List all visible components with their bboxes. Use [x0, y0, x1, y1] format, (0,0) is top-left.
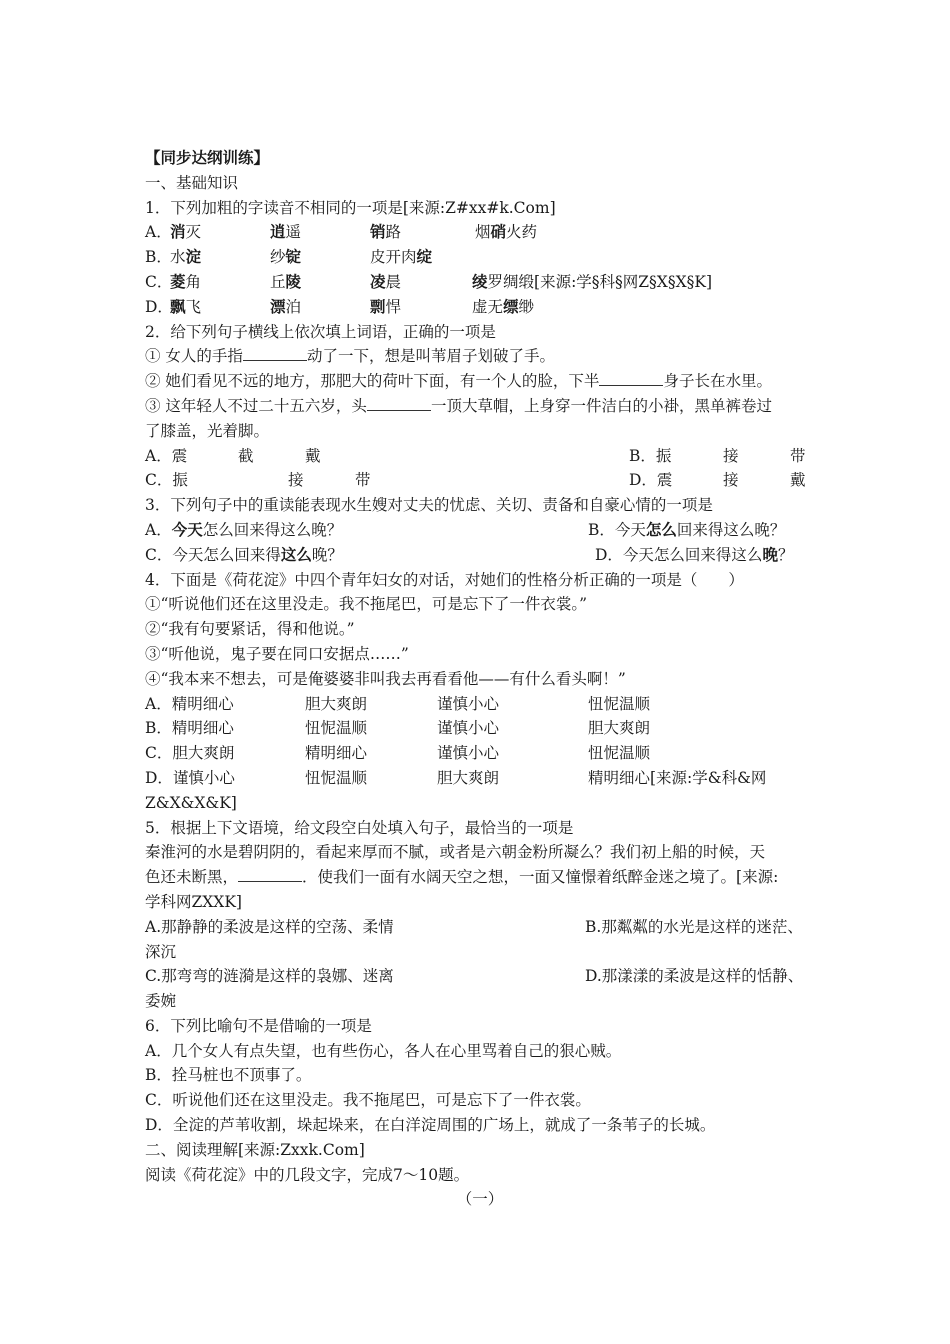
question-6-stem: 6．下列比喻句不是借喻的一项是 [145, 1016, 372, 1035]
part-label: （一） [456, 1190, 504, 1209]
question-5-options-ab: A.那静静的柔波是这样的空荡、柔情 B.那粼粼的水光是这样的迷茫、 [145, 917, 803, 936]
section-basic-knowledge: 一、基础知识 [145, 173, 239, 192]
question-1-option-b: B． 水淀 纱锭 皮开肉绽 [145, 247, 433, 267]
reading-intro: 阅读《荷花淀》中的几段文字，完成7～10题。 [145, 1165, 470, 1184]
question-2-stem: 2．给下列句子横线上依次填上词语，正确的一项是 [145, 322, 496, 341]
question-2-options-cd: C．振 接 带 D．震 接 戴 [145, 471, 806, 490]
question-4-stem: 4．下面是《荷花淀》中四个青年妇女的对话，对她们的性格分析正确的一项是（ ） [145, 570, 744, 589]
question-6-option-b: B．拴马桩也不顶事了。 [145, 1066, 312, 1085]
question-1-option-d: D． 飘飞 漂泊 剽悍 虚无缥缈 [145, 296, 535, 316]
question-6-option-c: C．听说他们还在这里没走。我不拖尾巴，可是忘下了一件衣裳。 [145, 1091, 591, 1110]
question-4-option-c: C．胆大爽朗 精明细心 谨慎小心 忸怩温顺 [145, 744, 651, 763]
question-2-sentence-3: ③ 这年轻人不过二十五六岁，头 一顶大草帽，上身穿一件洁白的小褂，黑单裤卷过 [145, 396, 772, 415]
question-4-dialogue-4: ④“我本来不想去，可是俺婆婆非叫我去再看看他——有什么看头啊！” [145, 669, 626, 688]
question-4-option-d-cont: Z&X&X&K] [145, 793, 237, 812]
question-2-sentence-3-cont: 了膝盖，光着脚。 [145, 421, 270, 440]
fill-blank-passage [238, 867, 302, 882]
question-1-option-c: C． 菱角 丘陵 凌晨 绫罗绸缎[来源:学§科§网Z§X§X§K] [145, 271, 713, 291]
question-5-passage-3: 学科网ZXXK] [145, 892, 242, 911]
fill-blank-1 [243, 346, 307, 361]
question-4-dialogue-2: ②“我有句要紧话，得和他说。” [145, 620, 355, 639]
question-6-option-a: A．几个女人有点失望，也有些伤心，各人在心里骂着自己的狠心贼。 [145, 1041, 622, 1060]
question-5-passage-2: 色还未断黑， ．使我们一面有水阔天空之想，一面又憧憬着纸醉金迷之境了。[来源: [145, 868, 779, 887]
question-2-sentence-2: ② 她们看见不远的地方，那肥大的荷叶下面，有一个人的脸，下半 身子长在水里。 [145, 372, 772, 391]
question-5-passage-1: 秦淮河的水是碧阴阴的，看起来厚而不腻，或者是六朝金粉所凝么？我们初上船的时候，天 [145, 843, 766, 862]
fill-blank-2 [599, 371, 663, 386]
question-5-option-d-cont: 委婉 [145, 992, 177, 1011]
question-4-dialogue-1: ①“听说他们还在这里没走。我不拖尾巴，可是忘下了一件衣裳。” [145, 595, 588, 614]
question-3-options-cd: C．今天怎么回来得这么晚？ D．今天怎么回来得这么晚？ [145, 544, 794, 564]
question-3-options-ab: A．今天怎么回来得这么晚？ B．今天怎么回来得这么晚？ [145, 519, 786, 539]
question-5-stem: 5．根据上下文语境，给文段空白处填入句子，最恰当的一项是 [145, 818, 574, 837]
question-3-stem: 3．下列句子中的重读能表现水生嫂对丈夫的忧虑、关切、责备和自豪心情的一项是 [145, 496, 713, 515]
question-4-option-b: B．精明细心 忸怩温顺 谨慎小心 胆大爽朗 [145, 719, 651, 738]
question-4-option-d: D．谨慎小心 忸怩温顺 胆大爽朗 精明细心[来源:学&科&网 [145, 768, 767, 787]
question-4-option-a: A．精明细心 胆大爽朗 谨慎小心 忸怩温顺 [145, 694, 651, 713]
question-1-stem: 1．下列加粗的字读音不相同的一项是[来源:Z#xx#k.Com] [145, 198, 556, 217]
document-page [145, 146, 815, 1212]
section-heading: 【同步达纲训练】 [145, 148, 270, 167]
question-2-sentence-1: ① 女人的手指 动了一下，想是叫苇眉子划破了手。 [145, 347, 555, 366]
section-reading: 二、阅读理解[来源:Zxxk.Com] [145, 1140, 365, 1159]
question-2-options-ab: A．震 截 戴 B．振 接 带 [145, 446, 806, 465]
question-1-option-a: A． 消灭 逍遥 销路 烟硝火药 [145, 222, 538, 242]
question-5-option-b-cont: 深沉 [145, 942, 177, 961]
question-4-dialogue-3: ③“听他说，鬼子要在同口安据点……” [145, 644, 409, 663]
question-5-options-cd: C.那弯弯的涟漪是这样的袅娜、迷离 D.那漾漾的柔波是这样的恬静、 [145, 967, 804, 986]
question-6-option-d: D．全淀的芦苇收割，垛起垛来，在白洋淀周围的广场上，就成了一条苇子的长城。 [145, 1116, 716, 1135]
fill-blank-3 [367, 396, 431, 411]
